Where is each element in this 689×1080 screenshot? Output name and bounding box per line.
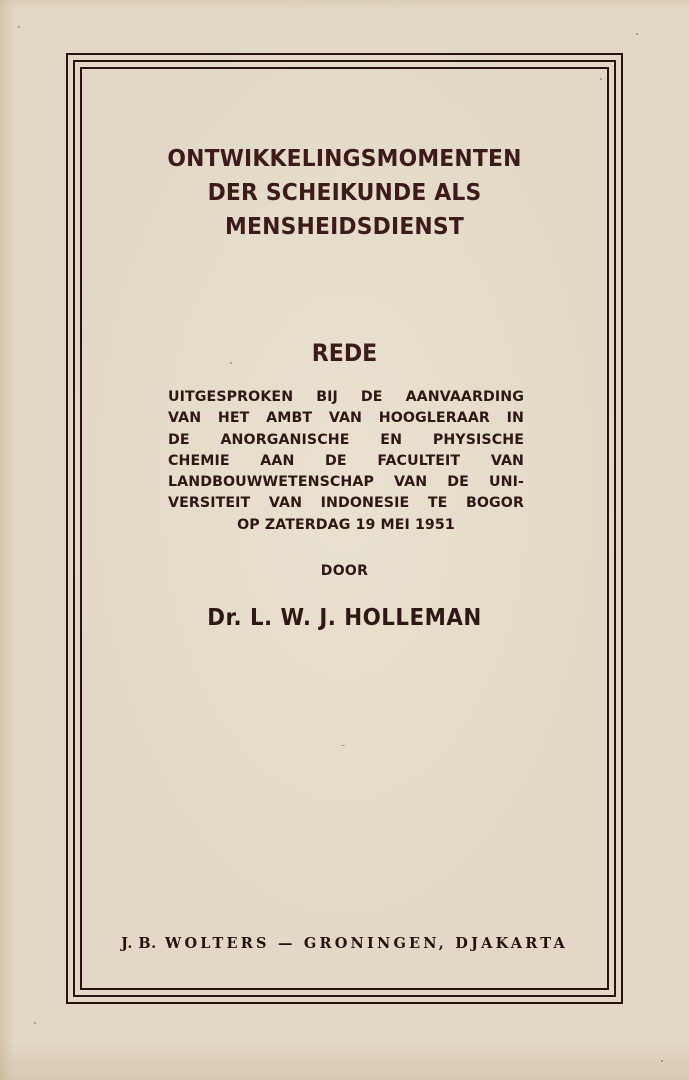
paper-speck <box>600 78 602 80</box>
description-line: LANDBOUWWETENSCHAP VAN DE UNI- <box>168 474 524 491</box>
paper-speck <box>18 26 20 28</box>
publisher-initials: J. B. <box>121 935 157 952</box>
description-line: VAN HET AMBT VAN HOOGLERAAR IN <box>168 410 524 427</box>
publisher-cities: GRONINGEN, DJAKARTA <box>303 935 568 952</box>
publisher-separator: — <box>277 935 296 952</box>
by-label: DOOR <box>320 563 369 579</box>
paper-speck <box>341 745 345 746</box>
paper-speck <box>661 1060 663 1062</box>
paper-speck <box>34 1022 36 1024</box>
document-title <box>100 141 588 243</box>
description-line: VERSITEIT VAN INDONESIE TE BOGOR <box>168 495 524 512</box>
paper-speck <box>230 362 232 364</box>
title-line: ONTWIKKELINGSMOMENTEN <box>167 144 522 172</box>
lecture-description <box>168 387 524 536</box>
title-line: DER SCHEIKUNDE ALS <box>207 178 482 206</box>
publisher-name: WOLTERS <box>164 935 270 952</box>
cover-content <box>82 69 607 988</box>
author-name: Dr. L. W. J. HOLLEMAN <box>207 605 482 631</box>
publisher-line <box>82 934 607 954</box>
description-line: DE ANORGANISCHE EN PHYSISCHE <box>168 431 524 448</box>
paper-speck <box>636 33 638 35</box>
description-line: UITGESPROKEN BIJ DE AANVAARDING <box>168 389 524 405</box>
document-subtitle: REDE <box>311 339 378 367</box>
description-line: CHEMIE AAN DE FACULTEIT VAN <box>168 452 524 469</box>
title-line: MENSHEIDSDIENST <box>225 212 464 240</box>
description-line-date: OP ZATERDAG 19 MEI 1951 <box>237 516 455 533</box>
